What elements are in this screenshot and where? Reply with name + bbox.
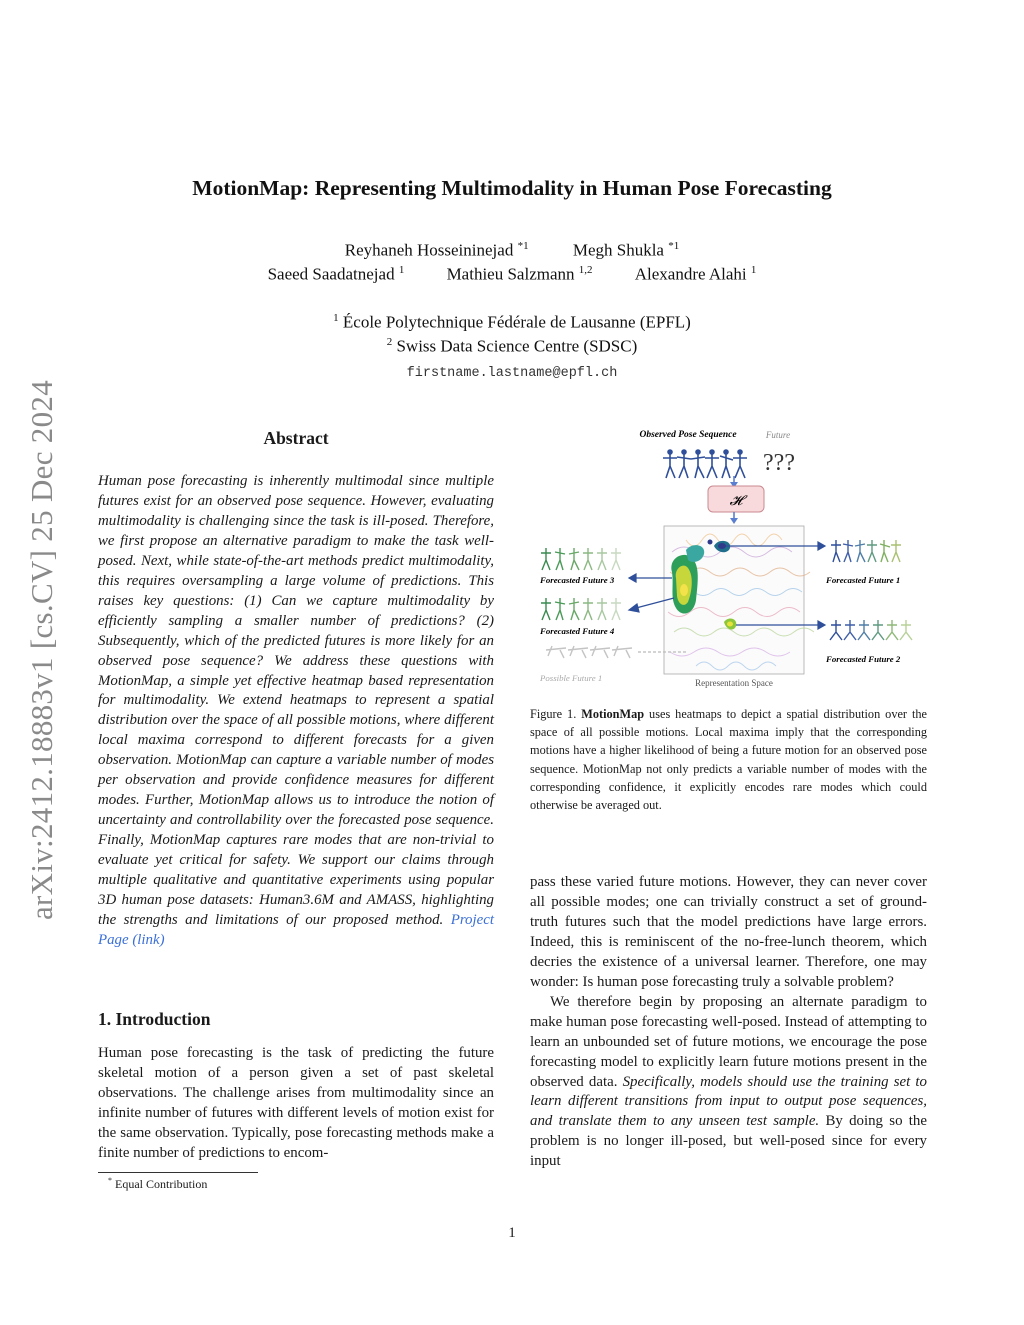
observed-label: Observed Pose Sequence: [639, 430, 737, 440]
contact-email: firstname.lastname@epfl.ch: [406, 366, 618, 381]
future-unknown-marks: ???: [763, 450, 795, 476]
pf1-label: Possible Future 1: [540, 673, 603, 683]
abstract-body: Human pose forecasting is inherently multimodal since multiple futures exist for an observed pose sequence. However, evaluating multimodality is challenging since the task is ill-posed. Therefore, we first propose an alternative paradigm to make the task well-posed. Next, while state-of-the-art methods predict multimodality, this requires oversampling a large volume of predictions. This raises key questions: (1) Can we capture multimodality by efficiently sampling a smaller number of predictions? (2) Subsequently, which of the predicted futures is more likely for an observed pose sequence? We address these questions with MotionMap, a simple yet effective heatmap based representation for multimodality. We extend heatmaps to represent a spatial distribution over the space of all possible motions, where different local maxima correspond to different forecasts for a given observation. MotionMap can capture a variable number of modes per observation and provide confidence measures for different modes. Further, MotionMap allows us to introduce the notion of uncertainty and controllability over the forecasted pose sequence. Finally, MotionMap captures rare modes that are non-trivial to evaluate yet critical for safety. We support our claims through multiple qualitative and quantitative experiments using popular 3D human pose datasets: Human3.6M and AMASS, highlighting the strengths and limitations of our proposed method. Project Page (link): [98, 473, 494, 948]
affiliation: $^2$ Swiss Data Science Centre (SDSC): [386, 336, 638, 356]
paper-title: MotionMap: Representing Multimodality in Human Pose Forecasting: [192, 176, 832, 200]
footnote-rule: [98, 1172, 258, 1173]
page-number: 1: [508, 1225, 516, 1241]
author: Mathieu Salzmann $^{1,2}$: [446, 264, 593, 284]
ff3-label: Forecasted Future 3: [540, 575, 615, 585]
project-page-link[interactable]: Project Page (link): [98, 911, 494, 948]
right-column-body: [530, 873, 927, 1172]
paragraph: pass these varied future motions. However, they can never cover all possible modes; one can trivially construct a set of ground-truth futures such that the model predictions have large errors. Indeed, this is reminiscent of the no-free-lunch theorem, which decries the existence of a universal learner. Therefore, one may wonder: Is human pose forecasting truly a solvable problem?: [530, 874, 927, 990]
intro-body: Human pose forecasting is the task of predicting the future skeletal motion of a person given a set of past skeletal observations. The challenge arises from multimodality since an infinite number of futures with different levels of motion exist for the same observation. Typically, pose forecasting methods make a finite number of predictions to encom-: [98, 1045, 494, 1161]
ff2-label: Forecasted Future 2: [826, 654, 901, 664]
figure-canvas: [536, 422, 928, 694]
paragraph: We therefore begin by proposing an alternate paradigm to make human pose forecasting well-posed. Instead of attempting to learn an unbounded set of future motions, we encourage the pose forecasting model to explicitly learn future motions present in the observed data. Specifically, models should use the training set to learn different transitions from input to output pose sequences, and translate them to any unseen test sample. By doing so the problem is no longer ill-posed, but well-posed since for every input: [530, 993, 927, 1170]
author: Alexandre Alahi $^1$: [634, 264, 757, 284]
footnote: * Equal Contribution: [108, 1176, 208, 1191]
ff4-label: Forecasted Future 4: [540, 626, 615, 636]
forecast-poses-left: [541, 548, 632, 658]
arrow-to-map: [730, 512, 738, 524]
figure-caption: Figure 1. MotionMap uses heatmaps to depict a spatial distribution over the space of all possible motions. Local maxima imply that the corresponding motions have a higher likelihood of being a future motion for an observed pose sequence. MotionMap not only predicts a variable number of modes with the corresponding confidence, it explicitly encodes rare modes which could otherwise be averaged out.: [530, 707, 927, 813]
ff1-label: Forecasted Future 1: [826, 575, 901, 585]
section-heading: 1. Introduction: [98, 1009, 211, 1029]
author: Saeed Saadatnejad $^1$: [267, 264, 405, 284]
h-symbol: 𝓗: [729, 493, 743, 509]
abstract-heading: Abstract: [263, 428, 329, 448]
figure-motionmap: [536, 422, 928, 694]
author: Reyhaneh Hosseininejad $^{*1}$: [344, 240, 529, 260]
representation-space: [664, 526, 814, 674]
forecast-poses-right: [830, 540, 912, 640]
arxiv-identifier: arXiv:2412.18883v1 [cs.CV] 25 Dec 2024: [24, 379, 59, 921]
author-line-2: [0, 264, 1024, 285]
author-line-1: [0, 240, 1024, 261]
representation-space-label: Representation Space: [695, 678, 773, 688]
future-label: Future: [765, 430, 791, 440]
author: Megh Shukla $^{*1}$: [572, 240, 680, 260]
affiliation: $^1$ École Polytechnique Fédérale de Lausanne (EPFL): [333, 312, 691, 332]
observed-poses: [663, 450, 747, 478]
